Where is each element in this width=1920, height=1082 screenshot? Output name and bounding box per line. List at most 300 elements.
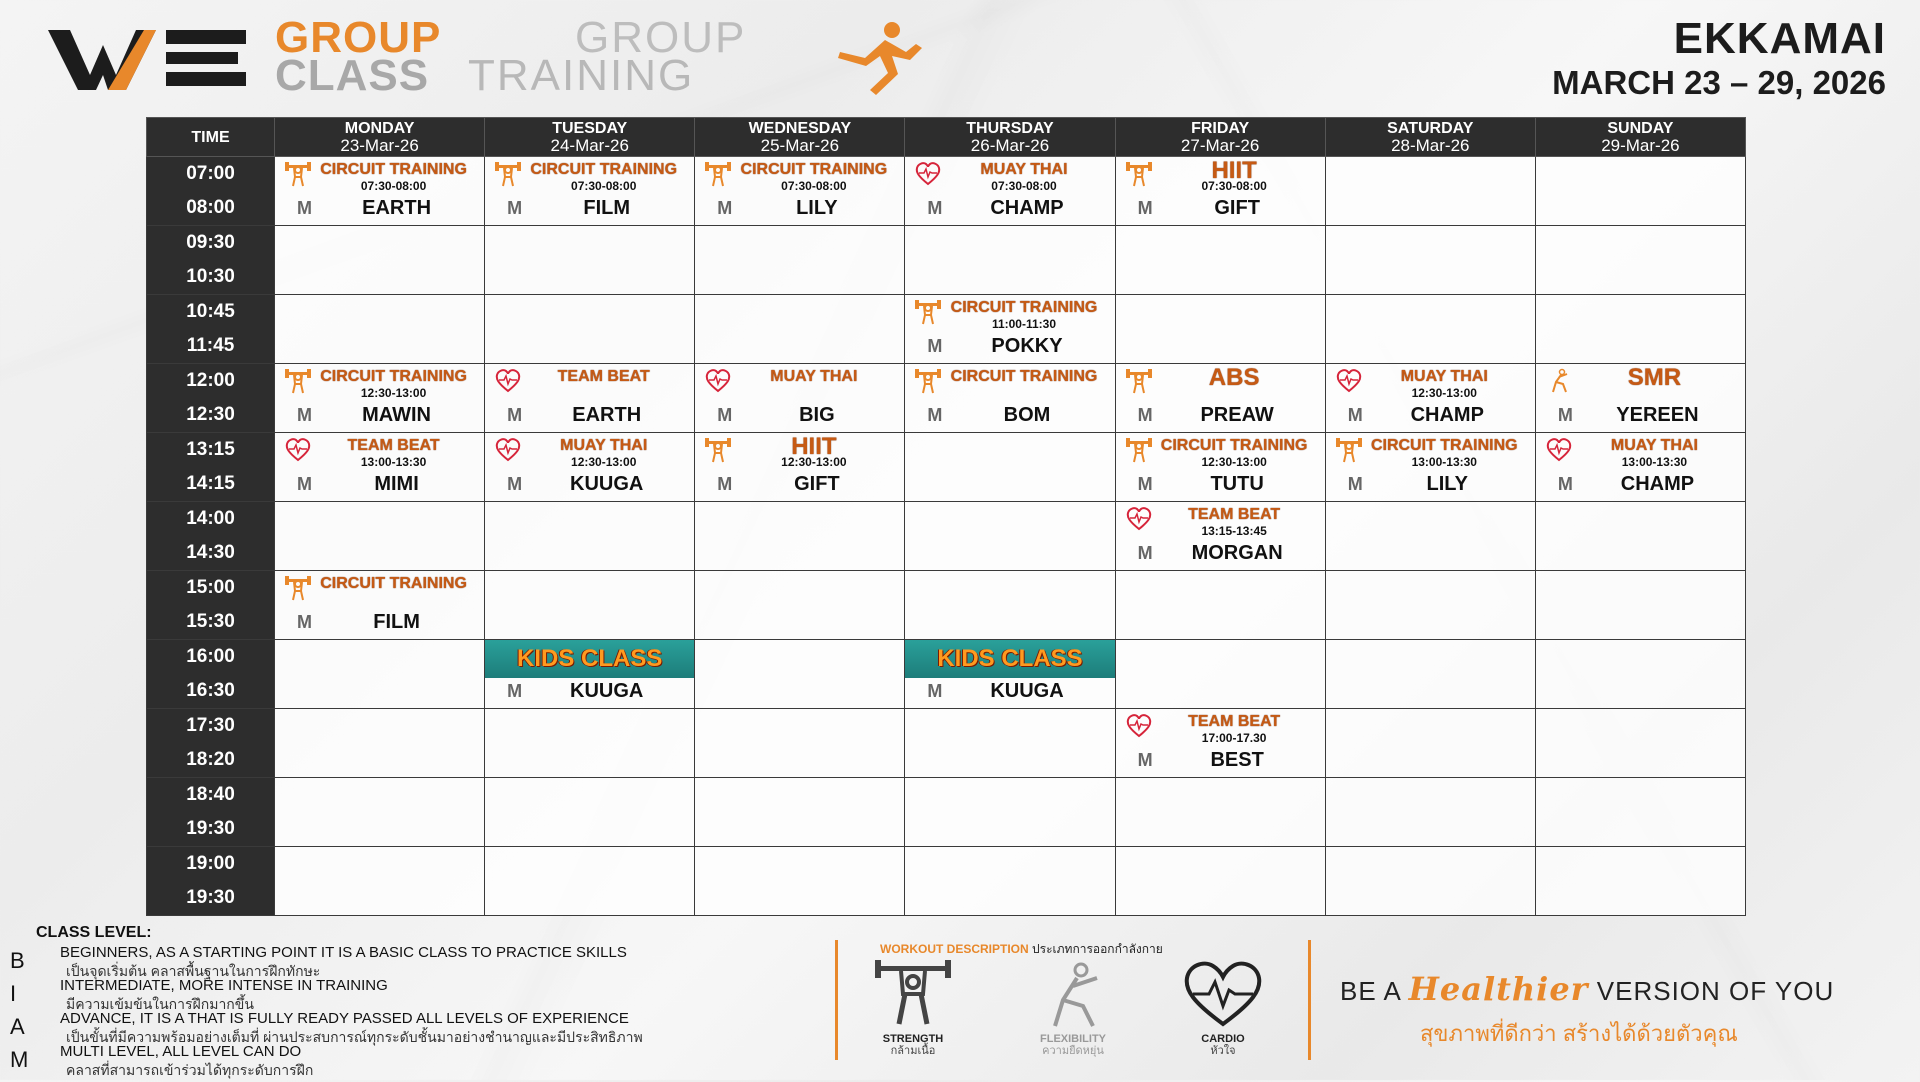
legend-en: INTERMEDIATE, MORE INTENSE IN TRAINING — [60, 977, 388, 994]
class-time: 07:30-08:00 — [1201, 179, 1267, 193]
empty-cell — [905, 709, 1115, 778]
trainer-name: TUTU — [1210, 473, 1264, 495]
class-level: M — [717, 474, 733, 494]
class-level: M — [297, 405, 312, 425]
schedule-row — [147, 433, 1746, 502]
class-cell[interactable] — [275, 433, 485, 502]
time-label: 15:00 — [186, 577, 235, 598]
schedule-row — [147, 295, 1746, 364]
class-cell[interactable] — [905, 295, 1115, 364]
class-time: 07:30-08:00 — [781, 179, 847, 193]
empty-cell — [275, 778, 485, 847]
class-block — [1116, 709, 1325, 777]
empty-cell — [1115, 295, 1325, 364]
time-label: 12:00 — [186, 370, 235, 391]
time-slot — [147, 778, 275, 847]
strength-icon — [285, 575, 311, 601]
workout-en: FLEXIBILITY — [1040, 1033, 1106, 1045]
kids-class-banner: KIDS CLASS — [905, 640, 1114, 678]
schedule-row — [147, 778, 1746, 847]
empty-cell — [275, 640, 485, 709]
class-level: M — [507, 405, 523, 425]
class-name: MUAY THAI — [1400, 368, 1488, 385]
trainer-name: MAWIN — [362, 404, 432, 426]
class-time: 12:30-13:00 — [360, 386, 427, 400]
class-name: CIRCUIT TRAINING — [1370, 437, 1518, 454]
class-block — [1326, 364, 1535, 432]
empty-cell — [485, 502, 695, 571]
class-cell[interactable] — [1115, 502, 1325, 571]
class-cell[interactable] — [275, 157, 485, 226]
class-block — [485, 364, 694, 432]
class-cell[interactable] — [1535, 433, 1745, 502]
time-slot — [147, 157, 275, 226]
schedule-row — [147, 226, 1746, 295]
time-label: 09:30 — [186, 232, 235, 253]
empty-cell — [1325, 157, 1535, 226]
legend-th: เป็นจุดเริ่มต้น คลาสพื้นฐานในการฝึกทักษะ — [66, 963, 321, 979]
empty-cell — [1115, 226, 1325, 295]
trainer-name: EARTH — [572, 404, 642, 426]
time-label: 07:00 — [186, 163, 235, 184]
class-block — [275, 433, 484, 501]
empty-cell — [1325, 709, 1535, 778]
class-name: CIRCUIT TRAINING — [530, 161, 678, 178]
class-level: M — [717, 405, 733, 425]
flexibility-icon — [1033, 960, 1113, 1028]
empty-cell — [1325, 295, 1535, 364]
class-time: 13:00-13:30 — [360, 455, 427, 469]
class-cell[interactable] — [905, 364, 1115, 433]
class-name: CIRCUIT TRAINING — [320, 161, 467, 178]
workout-title — [880, 940, 1163, 959]
class-name: CIRCUIT TRAINING — [1160, 437, 1308, 454]
time-slot — [147, 433, 275, 502]
cardio-icon — [1126, 713, 1152, 739]
empty-cell — [485, 295, 695, 364]
class-cell[interactable] — [695, 433, 905, 502]
day-name: WEDNESDAY — [748, 120, 852, 137]
class-time: 07:30-08:00 — [571, 179, 637, 193]
schedule-table — [146, 117, 1746, 916]
trainer-name: BEST — [1210, 749, 1264, 771]
cardio-icon — [1183, 960, 1263, 1028]
class-level: M — [297, 474, 312, 494]
cardio-icon — [1336, 368, 1362, 394]
strength-icon — [705, 161, 731, 187]
workout-th: ความยืดหยุ่น — [1042, 1045, 1104, 1057]
strength-icon — [705, 437, 731, 463]
empty-cell — [485, 778, 695, 847]
time-label: 18:40 — [186, 784, 235, 805]
time-label: 14:00 — [186, 508, 235, 529]
slogan-thai: สุขภาพที่ดีกว่า สร้างได้ด้วยตัวคุณ — [1420, 1021, 1738, 1046]
schedule-body — [147, 157, 1746, 916]
class-cell[interactable] — [1115, 157, 1325, 226]
class-cell[interactable] — [695, 157, 905, 226]
schedule-row — [147, 364, 1746, 433]
class-level: M — [927, 336, 943, 356]
legend-letter: I — [10, 981, 17, 1006]
workout-cardio — [1168, 960, 1278, 1060]
trainer-name: POKKY — [991, 335, 1063, 357]
class-cell[interactable] — [1115, 709, 1325, 778]
class-level: M — [1137, 543, 1153, 563]
kids-class-banner: KIDS CLASS — [485, 640, 694, 678]
class-cell[interactable] — [905, 157, 1115, 226]
strength-icon — [1126, 368, 1152, 394]
class-block — [695, 433, 904, 501]
slogan-en — [1340, 970, 1900, 1008]
class-name: TEAM BEAT — [347, 437, 440, 454]
slogan-pre: BE A — [1340, 976, 1401, 1006]
strength-icon — [1126, 161, 1152, 187]
workout-en: STRENGTH — [882, 1033, 944, 1045]
time-label: 10:45 — [186, 301, 235, 322]
strength-icon — [1336, 437, 1362, 463]
time-label: 15:30 — [186, 611, 235, 632]
empty-cell — [1115, 640, 1325, 709]
empty-cell — [485, 571, 695, 640]
time-label: 13:15 — [186, 439, 235, 460]
class-time: 12:30-13:00 — [571, 455, 637, 469]
class-name: CIRCUIT TRAINING — [950, 368, 1098, 385]
class-block — [1536, 433, 1745, 501]
day-name: SUNDAY — [1607, 120, 1674, 137]
flexibility-icon — [1546, 368, 1572, 394]
class-cell[interactable] — [485, 433, 695, 502]
legend-en: BEGINNERS, AS A STARTING POINT IT IS A BASIC CLASS TO PRACTICE SKILLS — [60, 944, 627, 961]
slogan-post: VERSION OF YOU — [1596, 976, 1835, 1006]
class-level-legend — [0, 920, 820, 1080]
empty-cell — [1535, 847, 1745, 916]
class-level: M — [507, 474, 523, 494]
empty-cell — [695, 847, 905, 916]
title-class: CLASS — [275, 51, 430, 100]
empty-cell — [1325, 778, 1535, 847]
empty-cell — [1325, 571, 1535, 640]
empty-cell — [275, 295, 485, 364]
class-cell[interactable] — [275, 571, 485, 640]
class-block — [485, 640, 694, 708]
time-slot — [147, 847, 275, 916]
empty-cell — [1535, 571, 1745, 640]
header — [0, 0, 1920, 115]
time-header: TIME — [147, 118, 275, 157]
empty-cell — [1535, 502, 1745, 571]
class-level: M — [1347, 405, 1363, 425]
cardio-icon — [1546, 437, 1572, 463]
trainer-name: FILM — [373, 611, 420, 633]
time-label: 08:00 — [186, 197, 235, 218]
class-cell[interactable] — [905, 640, 1115, 709]
class-block — [275, 364, 484, 432]
empty-cell — [695, 502, 905, 571]
date-range: MARCH 23 – 29, 2026 — [1552, 64, 1886, 101]
class-name: MUAY THAI — [1610, 437, 1698, 454]
empty-cell — [695, 295, 905, 364]
class-name: HIIT — [791, 433, 837, 460]
class-cell[interactable] — [695, 364, 905, 433]
class-name: TEAM BEAT — [1188, 713, 1281, 730]
workout-title-th: ประเภทการออกกำลังกาย — [1032, 942, 1163, 956]
day-header-wednesday — [695, 118, 905, 157]
class-cell[interactable] — [1325, 433, 1535, 502]
trainer-name: GIFT — [794, 473, 840, 495]
class-level: M — [717, 198, 733, 218]
empty-cell — [1535, 226, 1745, 295]
class-name: CIRCUIT TRAINING — [740, 161, 888, 178]
workout-strength — [858, 960, 968, 1060]
day-header-sunday — [1535, 118, 1745, 157]
schedule-row — [147, 847, 1746, 916]
legend-th: มีความเข้มข้นในการฝึกมากขึ้น — [66, 996, 254, 1012]
empty-cell — [695, 226, 905, 295]
class-time: 12:30-13:00 — [1201, 455, 1267, 469]
class-name: MUAY THAI — [980, 161, 1068, 178]
legend-title: CLASS LEVEL: — [36, 924, 152, 941]
cardio-icon — [495, 368, 521, 394]
time-slot — [147, 709, 275, 778]
class-time: 13:15-13:45 — [1201, 524, 1267, 538]
empty-cell — [1325, 847, 1535, 916]
class-name: MUAY THAI — [770, 368, 858, 385]
trainer-name: YEREEN — [1616, 404, 1699, 426]
empty-cell — [275, 502, 485, 571]
class-block — [1536, 364, 1745, 432]
class-name: CIRCUIT TRAINING — [320, 368, 467, 385]
class-block — [1116, 502, 1325, 570]
runner-icon — [830, 18, 930, 98]
day-date: 27-Mar-26 — [1180, 136, 1260, 155]
class-level: M — [507, 198, 523, 218]
trainer-name: KUUGA — [570, 680, 644, 702]
class-time: 07:30-08:00 — [991, 179, 1057, 193]
class-block — [695, 364, 904, 432]
class-time: 12:30-13:00 — [1411, 386, 1477, 400]
workout-flexibility — [1018, 960, 1128, 1060]
time-label: 17:30 — [186, 715, 235, 736]
schedule-row — [147, 640, 1746, 709]
empty-cell — [275, 709, 485, 778]
empty-cell — [485, 847, 695, 916]
class-level: M — [1557, 405, 1573, 425]
class-block — [275, 157, 484, 225]
class-level: M — [1137, 405, 1153, 425]
legend-en: MULTI LEVEL, ALL LEVEL CAN DO — [60, 1043, 302, 1060]
class-level: M — [297, 198, 312, 218]
empty-cell — [485, 709, 695, 778]
workout-en: CARDIO — [1201, 1033, 1245, 1045]
schedule-row — [147, 571, 1746, 640]
empty-cell — [905, 847, 1115, 916]
class-name: HIIT — [1211, 157, 1257, 184]
empty-cell — [905, 433, 1115, 502]
time-label: 16:00 — [186, 646, 235, 667]
time-label: 14:15 — [186, 473, 235, 494]
strength-icon — [915, 368, 941, 394]
legend-th: คลาสที่สามารถเข้าร่วมได้ทุกระดับการฝึก — [66, 1062, 314, 1078]
empty-cell — [1535, 778, 1745, 847]
strength-icon — [495, 161, 521, 187]
class-level: M — [1137, 474, 1153, 494]
class-cell[interactable] — [1535, 364, 1745, 433]
class-cell[interactable] — [485, 157, 695, 226]
workout-th: กล้ามเนื้อ — [890, 1045, 936, 1057]
table-header-row — [147, 118, 1746, 157]
class-name: CIRCUIT TRAINING — [320, 575, 467, 592]
time-label: 19:00 — [186, 853, 235, 874]
trainer-name: GIFT — [1214, 197, 1260, 219]
empty-cell — [1115, 778, 1325, 847]
class-time: 13:00-13:30 — [1411, 455, 1477, 469]
empty-cell — [695, 778, 905, 847]
class-block — [485, 433, 694, 501]
day-name: SATURDAY — [1387, 120, 1474, 137]
empty-cell — [1535, 157, 1745, 226]
time-label: 12:30 — [186, 404, 235, 425]
schedule-row — [147, 709, 1746, 778]
time-slot — [147, 571, 275, 640]
we-logo — [48, 20, 248, 95]
cardio-icon — [1126, 506, 1152, 532]
day-header-monday — [275, 118, 485, 157]
time-label: 19:30 — [186, 818, 235, 839]
legend-th: เป็นขั้นที่มีความพร้อมอย่างเต็มที่ ผ่านประสบการณ์ทุกระดับชั้นมาอย่างชำนาญและมีประสิทธิภาพ — [66, 1029, 643, 1045]
class-block — [1116, 433, 1325, 501]
class-block — [905, 157, 1114, 225]
empty-cell — [1115, 847, 1325, 916]
class-cell[interactable] — [485, 364, 695, 433]
day-date: 28-Mar-26 — [1391, 136, 1470, 155]
class-cell[interactable] — [1115, 364, 1325, 433]
class-name: TEAM BEAT — [1188, 506, 1281, 523]
workout-description — [835, 940, 1311, 1060]
day-name: THURSDAY — [966, 120, 1054, 137]
class-block — [1116, 157, 1325, 225]
empty-cell — [1535, 295, 1745, 364]
slogan — [1340, 970, 1900, 1051]
empty-cell — [905, 226, 1115, 295]
trainer-name: LILY — [796, 197, 838, 219]
time-label: 11:45 — [186, 335, 235, 356]
class-cell[interactable] — [485, 640, 695, 709]
class-block — [275, 571, 484, 639]
empty-cell — [905, 502, 1115, 571]
trainer-name: MIMI — [374, 473, 419, 495]
trainer-name: KUUGA — [990, 680, 1064, 702]
class-block — [905, 295, 1114, 363]
class-cell[interactable] — [1325, 364, 1535, 433]
empty-cell — [1535, 709, 1745, 778]
class-block — [1116, 364, 1325, 432]
empty-cell — [1325, 640, 1535, 709]
class-time: 07:30-08:00 — [360, 179, 427, 193]
day-header-thursday — [905, 118, 1115, 157]
day-date: 25-Mar-26 — [760, 136, 840, 155]
legend-letter: M — [10, 1047, 29, 1072]
time-slot — [147, 640, 275, 709]
class-block — [485, 157, 694, 225]
strength-icon — [285, 368, 311, 394]
empty-cell — [695, 571, 905, 640]
trainer-name: BIG — [799, 404, 835, 426]
empty-cell — [275, 226, 485, 295]
class-level: M — [297, 612, 312, 632]
class-block — [695, 157, 904, 225]
class-level: M — [1557, 474, 1573, 494]
class-level: M — [507, 681, 523, 701]
trainer-name: EARTH — [362, 197, 432, 219]
class-name: CIRCUIT TRAINING — [950, 299, 1098, 316]
trainer-name: PREAW — [1200, 404, 1274, 426]
legend-letter: B — [10, 948, 25, 973]
slogan-highlight: Healthier — [1408, 970, 1589, 1008]
trainer-name: CHAMP — [1410, 404, 1484, 426]
class-name: MUAY THAI — [560, 437, 648, 454]
class-level: M — [927, 198, 943, 218]
time-label: 16:30 — [186, 680, 235, 701]
cardio-icon — [495, 437, 521, 463]
empty-cell — [1115, 571, 1325, 640]
workout-title-en: WORKOUT DESCRIPTION — [880, 942, 1029, 956]
class-cell[interactable] — [275, 364, 485, 433]
empty-cell — [1325, 226, 1535, 295]
empty-cell — [485, 226, 695, 295]
time-slot — [147, 295, 275, 364]
cardio-icon — [285, 437, 311, 463]
trainer-name: MORGAN — [1191, 542, 1283, 564]
class-block — [905, 640, 1114, 708]
day-header-friday — [1115, 118, 1325, 157]
empty-cell — [275, 847, 485, 916]
class-level: M — [927, 405, 943, 425]
empty-cell — [905, 571, 1115, 640]
class-name: TEAM BEAT — [557, 368, 650, 385]
empty-cell — [695, 640, 905, 709]
class-level: M — [927, 681, 943, 701]
workout-th: หัวใจ — [1210, 1045, 1236, 1057]
title-training: TRAINING — [468, 51, 695, 100]
day-date: 29-Mar-26 — [1601, 136, 1680, 155]
time-label: 14:30 — [186, 542, 235, 563]
trainer-name: BOM — [1003, 404, 1051, 426]
class-time: 17:00-17.30 — [1201, 731, 1267, 745]
class-name: ABS — [1208, 364, 1260, 391]
day-name: FRIDAY — [1191, 120, 1250, 137]
strength-icon — [873, 960, 953, 1028]
empty-cell — [905, 778, 1115, 847]
class-time: 11:00-11:30 — [991, 317, 1057, 331]
strength-icon — [1126, 437, 1152, 463]
cardio-icon — [915, 161, 941, 187]
schedule-row — [147, 502, 1746, 571]
title-group: GROUP — [275, 13, 442, 62]
empty-cell — [1535, 640, 1745, 709]
title-group-ghost: GROUP — [575, 13, 747, 62]
day-date: 23-Mar-26 — [340, 136, 419, 155]
class-cell[interactable] — [1115, 433, 1325, 502]
legend-letter: A — [10, 1014, 25, 1039]
strength-icon — [915, 299, 941, 325]
time-label: 18:20 — [186, 749, 235, 770]
branch-name: EKKAMAI — [1673, 14, 1886, 63]
class-time: 12:30-13:00 — [781, 455, 847, 469]
day-name: TUESDAY — [552, 120, 628, 137]
trainer-name: FILM — [583, 197, 631, 219]
day-name: MONDAY — [344, 120, 415, 137]
class-level: M — [1137, 198, 1153, 218]
